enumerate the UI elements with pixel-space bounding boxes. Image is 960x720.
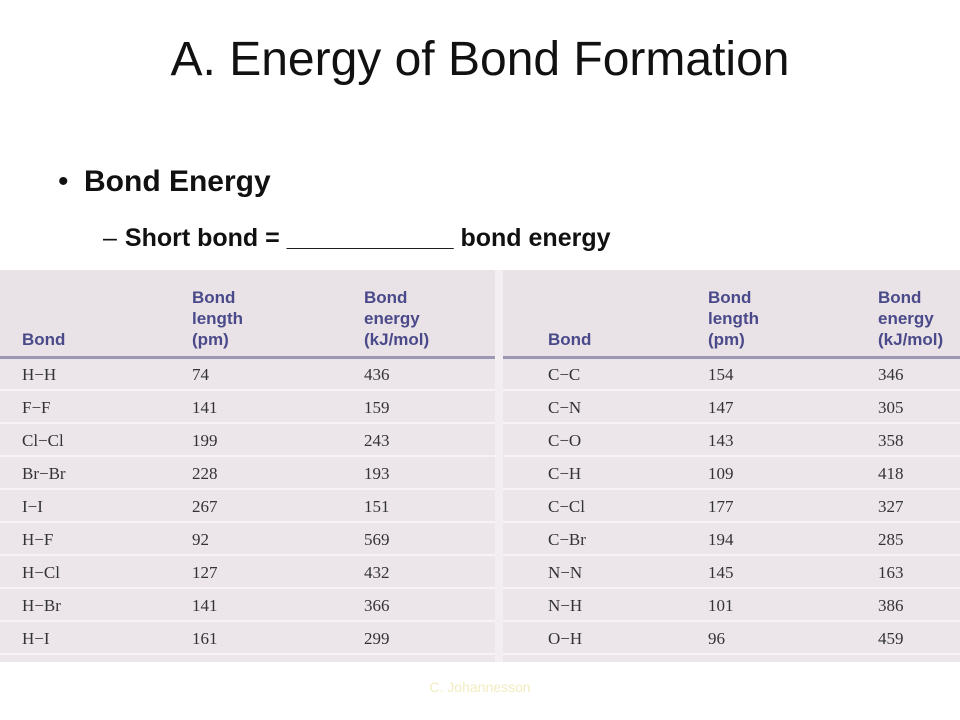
bullet-level1-text: Bond Energy [84, 165, 271, 198]
cell-bond: C−N [548, 398, 582, 417]
cell-length: 96 [708, 629, 725, 648]
cell-bond: H−Br [22, 596, 61, 615]
cell-bond: I−I [22, 497, 43, 516]
table-row [0, 425, 495, 457]
table-row [503, 590, 960, 622]
cell-bond: C−Cl [548, 497, 585, 516]
table-row [503, 491, 960, 523]
cell-bond: O−H [548, 629, 583, 648]
bullet-level1 [58, 162, 271, 202]
header-length: Bond length (pm) [192, 288, 243, 349]
cell-bond: N−N [548, 563, 583, 582]
cell-energy: 305 [878, 398, 904, 417]
table-header [503, 270, 960, 359]
header-energy: Bond energy (kJ/mol) [878, 288, 944, 349]
cell-bond: Cl−Cl [22, 431, 64, 450]
bullet-level2 [103, 220, 611, 256]
cell-bond: F−F [22, 398, 51, 417]
cell-length: 141 [192, 398, 218, 417]
cell-bond: H−F [22, 530, 54, 549]
header-energy: Bond energy (kJ/mol) [364, 288, 430, 349]
cell-energy: 436 [364, 365, 390, 384]
table-row [0, 359, 495, 391]
cell-length: 161 [192, 629, 218, 648]
table-row [0, 623, 495, 655]
cell-energy: 159 [364, 398, 390, 417]
cell-energy: 459 [878, 629, 904, 648]
cell-length: 141 [192, 596, 218, 615]
cell-bond: N−H [548, 596, 583, 615]
table-row [0, 491, 495, 523]
cell-length: 127 [192, 563, 218, 582]
cell-energy: 163 [878, 563, 904, 582]
header-bond: Bond [548, 330, 592, 349]
cell-length: 147 [708, 398, 734, 417]
cell-bond: Br−Br [22, 464, 66, 483]
table-row [0, 590, 495, 622]
table-row [503, 359, 960, 391]
cell-energy: 243 [364, 431, 390, 450]
table-row [503, 557, 960, 589]
cell-bond: C−O [548, 431, 582, 450]
cell-length: 101 [708, 596, 734, 615]
table-row [503, 524, 960, 556]
cell-energy: 151 [364, 497, 390, 516]
slide-title: A. Energy of Bond Formation [170, 33, 790, 86]
cell-length: 92 [192, 530, 209, 549]
cell-bond: H−I [22, 629, 50, 648]
cell-length: 228 [192, 464, 218, 483]
cell-energy: 432 [364, 563, 390, 582]
table-row [503, 425, 960, 457]
header-bond: Bond [22, 330, 66, 349]
table-row [0, 557, 495, 589]
cell-bond: H−Cl [22, 563, 60, 582]
cell-length: 74 [192, 365, 209, 384]
cell-energy: 193 [364, 464, 390, 483]
cell-length: 177 [708, 497, 734, 516]
cell-energy: 346 [878, 365, 904, 384]
cell-energy: 358 [878, 431, 904, 450]
bullet-dot-icon [58, 162, 84, 202]
cell-energy: 569 [364, 530, 390, 549]
table-row [503, 458, 960, 490]
table-row [503, 623, 960, 655]
cell-bond: H−H [22, 365, 57, 384]
table-row [0, 458, 495, 490]
cell-energy: 299 [364, 629, 390, 648]
bullet-level2-text: Short bond = ____________ bond energy [124, 224, 611, 252]
cell-energy: 386 [878, 596, 904, 615]
watermark-text: C. Johannesson [429, 679, 531, 695]
cell-energy: 327 [878, 497, 904, 516]
cell-bond: C−C [548, 365, 581, 384]
cell-length: 143 [708, 431, 734, 450]
cell-length: 267 [192, 497, 218, 516]
cell-energy: 285 [878, 530, 904, 549]
cell-length: 109 [708, 464, 734, 483]
cell-length: 145 [708, 563, 734, 582]
cell-length: 194 [708, 530, 734, 549]
cell-bond: C−H [548, 464, 582, 483]
dash-icon: – [103, 224, 117, 252]
bond-table-right [503, 270, 960, 658]
bond-table-left [0, 270, 495, 658]
cell-energy: 366 [364, 596, 390, 615]
cell-bond: C−Br [548, 530, 586, 549]
cell-length: 154 [708, 365, 734, 384]
table-row [0, 392, 495, 424]
table-row [0, 524, 495, 556]
cell-energy: 418 [878, 464, 904, 483]
header-length: Bond length (pm) [708, 288, 759, 349]
table-divider [495, 270, 503, 662]
table-row [503, 392, 960, 424]
table-header [0, 270, 495, 359]
cell-length: 199 [192, 431, 218, 450]
